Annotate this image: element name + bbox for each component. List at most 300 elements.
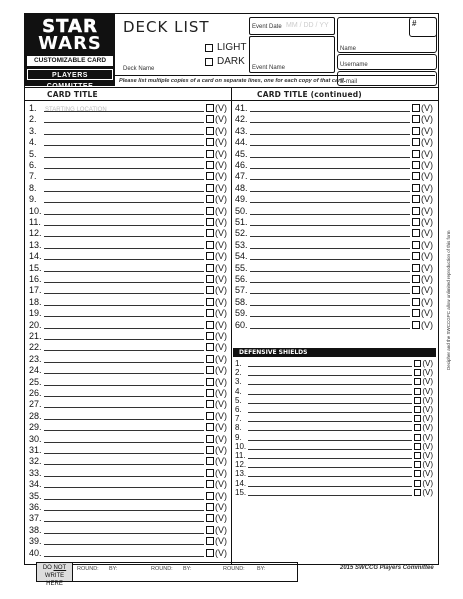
- light-checkbox[interactable]: [205, 44, 213, 52]
- virtual-checkbox[interactable]: [206, 286, 214, 294]
- virtual-checkbox[interactable]: [412, 286, 420, 294]
- virtual-checkbox[interactable]: [206, 332, 214, 340]
- virtual-label: (V): [215, 296, 227, 307]
- virtual-checkbox[interactable]: [206, 309, 214, 317]
- row-number: 33.: [29, 467, 42, 478]
- virtual-checkbox[interactable]: [412, 184, 420, 192]
- card-title-line[interactable]: [248, 414, 412, 422]
- virtual-checkbox[interactable]: [206, 241, 214, 249]
- card-title-line[interactable]: [44, 228, 204, 237]
- card-title-line[interactable]: [44, 137, 204, 146]
- virtual-checkbox[interactable]: [206, 537, 214, 545]
- row-number: 10.: [235, 441, 247, 451]
- card-title-line[interactable]: [44, 502, 204, 511]
- card-row[interactable]: [235, 433, 433, 442]
- card-row[interactable]: [29, 136, 227, 147]
- virtual-checkbox[interactable]: [206, 423, 214, 431]
- card-row[interactable]: [29, 205, 227, 216]
- virtual-label: (V): [421, 137, 433, 148]
- virtual-checkbox[interactable]: [206, 264, 214, 272]
- virtual-checkbox[interactable]: [412, 218, 420, 226]
- virtual-label: (V): [215, 171, 227, 182]
- card-title-line[interactable]: [44, 274, 204, 283]
- card-title-line[interactable]: [248, 368, 412, 376]
- card-title-line[interactable]: [250, 171, 410, 180]
- card-title-line[interactable]: [44, 160, 204, 169]
- card-title-line[interactable]: [250, 308, 410, 317]
- card-title-line[interactable]: [248, 451, 412, 459]
- card-row[interactable]: [29, 216, 227, 227]
- card-title-line[interactable]: [250, 251, 410, 260]
- card-row[interactable]: [235, 359, 433, 368]
- card-title-line[interactable]: [44, 194, 204, 203]
- card-row[interactable]: [235, 113, 433, 124]
- virtual-checkbox[interactable]: [206, 184, 214, 192]
- card-title-line[interactable]: [44, 536, 204, 545]
- row-number: 29.: [29, 422, 42, 433]
- round-label-1: ROUND:: [77, 566, 99, 572]
- card-row[interactable]: [29, 182, 227, 193]
- virtual-checkbox[interactable]: [412, 172, 420, 180]
- card-row[interactable]: [29, 364, 227, 375]
- virtual-checkbox[interactable]: [414, 397, 421, 404]
- card-title-line[interactable]: [44, 479, 204, 488]
- virtual-checkbox[interactable]: [414, 424, 421, 431]
- row-number: 5.: [235, 395, 242, 405]
- virtual-checkbox[interactable]: [206, 321, 214, 329]
- virtual-checkbox[interactable]: [412, 161, 420, 169]
- card-row[interactable]: [235, 414, 433, 423]
- virtual-label: (V): [421, 319, 433, 330]
- card-title-line[interactable]: [250, 228, 410, 237]
- virtual-checkbox[interactable]: [412, 321, 420, 329]
- card-row[interactable]: [235, 396, 433, 405]
- virtual-checkbox[interactable]: [412, 207, 420, 215]
- virtual-label: (V): [421, 239, 433, 250]
- card-title-line[interactable]: [44, 240, 204, 249]
- virtual-label: (V): [422, 359, 433, 368]
- virtual-label: (V): [215, 433, 227, 444]
- card-row[interactable]: [235, 193, 433, 204]
- row-number: 11.: [235, 451, 246, 460]
- virtual-checkbox[interactable]: [412, 229, 420, 237]
- card-title-line[interactable]: [44, 149, 204, 158]
- card-row[interactable]: [235, 284, 433, 295]
- do-label: DO: [42, 565, 52, 571]
- email-field[interactable]: [337, 71, 437, 86]
- card-row[interactable]: [29, 307, 227, 318]
- dark-checkbox[interactable]: [205, 58, 213, 66]
- virtual-checkbox[interactable]: [412, 264, 420, 272]
- virtual-label: (V): [421, 262, 433, 273]
- card-title-line[interactable]: [44, 285, 204, 294]
- event-date-field[interactable]: [249, 17, 335, 35]
- card-row[interactable]: [235, 102, 433, 113]
- card-row[interactable]: [29, 113, 227, 124]
- virtual-checkbox[interactable]: [412, 275, 420, 283]
- card-row[interactable]: [29, 239, 227, 250]
- virtual-checkbox[interactable]: [206, 526, 214, 534]
- card-title-line[interactable]: [44, 513, 204, 522]
- card-row[interactable]: [29, 170, 227, 181]
- virtual-checkbox[interactable]: [412, 309, 420, 317]
- card-row[interactable]: [29, 102, 227, 113]
- row-number: 7.: [235, 414, 242, 424]
- card-title-line[interactable]: [248, 387, 412, 395]
- card-title-line[interactable]: [250, 217, 410, 226]
- virtual-checkbox[interactable]: [412, 241, 420, 249]
- card-row[interactable]: [235, 273, 433, 284]
- virtual-label: (V): [422, 414, 433, 424]
- card-row[interactable]: [235, 488, 433, 497]
- virtual-checkbox[interactable]: [206, 115, 214, 123]
- card-row[interactable]: [29, 159, 227, 170]
- virtual-checkbox[interactable]: [206, 172, 214, 180]
- left-column-header: CARD TITLE: [47, 90, 98, 99]
- card-row[interactable]: [29, 490, 227, 501]
- virtual-checkbox[interactable]: [206, 503, 214, 511]
- card-row[interactable]: [29, 125, 227, 136]
- virtual-checkbox[interactable]: [206, 469, 214, 477]
- card-row[interactable]: [29, 433, 227, 444]
- card-title-line[interactable]: [250, 114, 410, 123]
- logo-tagline: CUSTOMIZABLE CARD GAME: [27, 56, 113, 66]
- card-title-line[interactable]: [248, 479, 412, 487]
- card-row[interactable]: [29, 524, 227, 535]
- virtual-checkbox[interactable]: [206, 161, 214, 169]
- card-title-line[interactable]: [248, 359, 412, 367]
- virtual-checkbox[interactable]: [206, 366, 214, 374]
- row-number: 23.: [29, 353, 42, 364]
- virtual-checkbox[interactable]: [206, 207, 214, 215]
- card-row[interactable]: [235, 307, 433, 318]
- row-number: 7.: [29, 171, 37, 182]
- card-title-line[interactable]: [250, 103, 410, 112]
- star-wars-logo: [25, 14, 115, 90]
- card-row[interactable]: [235, 442, 433, 451]
- card-row[interactable]: [29, 319, 227, 330]
- virtual-checkbox[interactable]: [414, 388, 421, 395]
- virtual-checkbox[interactable]: [206, 195, 214, 203]
- card-row[interactable]: [29, 353, 227, 364]
- card-title-line[interactable]: [250, 274, 410, 283]
- virtual-checkbox[interactable]: [414, 434, 421, 441]
- light-side-option[interactable]: [205, 42, 246, 53]
- number-field[interactable]: [409, 17, 437, 37]
- virtual-label: (V): [422, 423, 433, 433]
- virtual-checkbox[interactable]: [206, 492, 214, 500]
- virtual-checkbox[interactable]: [412, 138, 420, 146]
- card-row[interactable]: [29, 512, 227, 523]
- card-row[interactable]: [235, 148, 433, 159]
- virtual-checkbox[interactable]: [206, 480, 214, 488]
- card-row[interactable]: [235, 469, 433, 478]
- card-title-line[interactable]: [248, 423, 412, 431]
- card-row[interactable]: [29, 398, 227, 409]
- card-title-line[interactable]: [44, 331, 204, 340]
- virtual-checkbox[interactable]: [206, 457, 214, 465]
- card-row[interactable]: [29, 410, 227, 421]
- card-row[interactable]: [235, 216, 433, 227]
- card-row[interactable]: [29, 227, 227, 238]
- card-row[interactable]: [29, 444, 227, 455]
- row-number: 6.: [235, 405, 242, 414]
- virtual-label: (V): [215, 490, 227, 501]
- virtual-label: (V): [215, 479, 227, 490]
- virtual-checkbox[interactable]: [206, 446, 214, 454]
- virtual-label: (V): [215, 217, 227, 227]
- card-row[interactable]: [235, 377, 433, 386]
- card-title-line[interactable]: [44, 445, 204, 454]
- card-row[interactable]: [29, 421, 227, 432]
- card-row[interactable]: [235, 227, 433, 238]
- card-title-line[interactable]: [250, 137, 410, 146]
- virtual-label: (V): [421, 160, 433, 170]
- card-title-line[interactable]: [44, 183, 204, 192]
- card-row[interactable]: [235, 296, 433, 307]
- card-title-line[interactable]: [44, 206, 204, 215]
- card-title-line[interactable]: [44, 525, 204, 534]
- card-title-line[interactable]: [44, 422, 204, 431]
- card-title-line[interactable]: [44, 297, 204, 306]
- card-row[interactable]: [235, 387, 433, 396]
- card-row[interactable]: [29, 547, 227, 558]
- virtual-checkbox[interactable]: [206, 150, 214, 158]
- card-title-line[interactable]: [248, 488, 412, 496]
- row-number: 17.: [29, 285, 42, 296]
- row-number: 2.: [29, 114, 37, 125]
- card-title-line[interactable]: [44, 548, 204, 557]
- virtual-label: (V): [421, 148, 433, 159]
- virtual-label: (V): [421, 308, 433, 319]
- virtual-checkbox[interactable]: [206, 355, 214, 363]
- virtual-checkbox[interactable]: [412, 252, 420, 260]
- virtual-label: (V): [215, 194, 227, 205]
- card-title-line[interactable]: [44, 377, 204, 386]
- card-title-line[interactable]: [250, 149, 410, 158]
- card-title-line[interactable]: [44, 263, 204, 272]
- virtual-checkbox[interactable]: [206, 549, 214, 557]
- card-title-line[interactable]: [248, 460, 412, 468]
- card-row[interactable]: [29, 296, 227, 307]
- virtual-checkbox[interactable]: [412, 195, 420, 203]
- card-row[interactable]: [235, 460, 433, 469]
- card-title-line[interactable]: [250, 194, 410, 203]
- virtual-label: (V): [215, 228, 227, 239]
- virtual-checkbox[interactable]: [412, 104, 420, 112]
- card-title-line[interactable]: [44, 456, 204, 465]
- card-row[interactable]: [235, 262, 433, 273]
- card-title-line[interactable]: [250, 297, 410, 306]
- virtual-label: (V): [215, 137, 227, 148]
- card-row[interactable]: [29, 250, 227, 261]
- card-row[interactable]: [235, 451, 433, 460]
- row-number: 19.: [29, 308, 42, 319]
- virtual-checkbox[interactable]: [414, 360, 421, 367]
- card-row[interactable]: [29, 387, 227, 398]
- card-row[interactable]: [235, 405, 433, 414]
- virtual-checkbox[interactable]: [206, 104, 214, 112]
- row-number: 32.: [29, 456, 42, 467]
- card-row[interactable]: [29, 273, 227, 284]
- virtual-checkbox[interactable]: [206, 435, 214, 443]
- card-title-line[interactable]: [44, 468, 204, 477]
- card-title-line[interactable]: [248, 377, 412, 385]
- deck-name-label: Deck Name: [123, 66, 155, 72]
- virtual-checkbox[interactable]: [414, 452, 421, 459]
- card-title-line[interactable]: [248, 405, 412, 413]
- virtual-checkbox[interactable]: [414, 461, 421, 468]
- card-title-line[interactable]: [44, 114, 204, 123]
- card-title-line[interactable]: [44, 399, 204, 408]
- card-row[interactable]: [235, 423, 433, 432]
- card-title-line[interactable]: [44, 126, 204, 135]
- card-row[interactable]: [29, 478, 227, 489]
- card-title-line[interactable]: [44, 251, 204, 260]
- virtual-checkbox[interactable]: [206, 378, 214, 386]
- card-title-line[interactable]: [250, 183, 410, 192]
- virtual-checkbox[interactable]: [206, 400, 214, 408]
- card-title-line[interactable]: [44, 354, 204, 363]
- card-title-line[interactable]: [44, 365, 204, 374]
- card-row[interactable]: [29, 148, 227, 159]
- virtual-checkbox[interactable]: [206, 343, 214, 351]
- card-row[interactable]: [29, 284, 227, 295]
- card-row[interactable]: [235, 182, 433, 193]
- virtual-label: (V): [215, 445, 227, 455]
- virtual-checkbox[interactable]: [206, 218, 214, 226]
- card-title-line[interactable]: [44, 434, 204, 443]
- card-row[interactable]: [29, 467, 227, 478]
- card-row[interactable]: [29, 341, 227, 352]
- virtual-label: (V): [421, 217, 433, 227]
- virtual-checkbox[interactable]: [206, 514, 214, 522]
- card-title-line[interactable]: [44, 388, 204, 397]
- virtual-label: (V): [421, 171, 433, 182]
- card-title-line[interactable]: [250, 160, 410, 169]
- deck-list-form: [24, 13, 439, 565]
- row-number: 40.: [29, 547, 42, 558]
- card-row[interactable]: [235, 250, 433, 261]
- card-row[interactable]: [235, 159, 433, 170]
- card-row[interactable]: [29, 330, 227, 341]
- card-row[interactable]: [235, 479, 433, 488]
- page-title: DECK LIST: [123, 18, 210, 36]
- card-row[interactable]: [235, 368, 433, 377]
- row-number: 13.: [29, 239, 42, 250]
- card-row[interactable]: [29, 501, 227, 512]
- card-title-line[interactable]: [44, 171, 204, 180]
- row-number: 1.: [29, 103, 37, 113]
- virtual-checkbox[interactable]: [414, 378, 421, 385]
- virtual-checkbox[interactable]: [206, 127, 214, 135]
- card-row[interactable]: [29, 376, 227, 387]
- virtual-checkbox[interactable]: [414, 480, 421, 487]
- card-title-line[interactable]: [250, 206, 410, 215]
- row-number: 27.: [29, 399, 42, 410]
- virtual-checkbox[interactable]: [414, 489, 421, 496]
- virtual-checkbox[interactable]: [414, 406, 421, 413]
- virtual-checkbox[interactable]: [206, 252, 214, 260]
- card-row[interactable]: [235, 125, 433, 136]
- card-title-line[interactable]: [44, 308, 204, 317]
- card-row[interactable]: [29, 262, 227, 273]
- virtual-label: (V): [215, 114, 227, 125]
- column-divider: [231, 87, 232, 564]
- card-title-line[interactable]: [248, 396, 412, 404]
- card-row[interactable]: [235, 136, 433, 147]
- virtual-checkbox[interactable]: [412, 150, 420, 158]
- virtual-label: (V): [215, 399, 227, 410]
- card-row[interactable]: [235, 319, 433, 330]
- card-title-line[interactable]: [250, 285, 410, 294]
- virtual-label: (V): [215, 388, 227, 398]
- row-number: 31.: [29, 445, 42, 455]
- virtual-checkbox[interactable]: [414, 415, 421, 422]
- virtual-checkbox[interactable]: [206, 412, 214, 420]
- card-title-line[interactable]: [44, 103, 204, 112]
- virtual-checkbox[interactable]: [206, 229, 214, 237]
- virtual-label: (V): [215, 342, 227, 353]
- virtual-label: (V): [215, 285, 227, 296]
- row-number: 9.: [29, 194, 37, 205]
- card-title-line[interactable]: [44, 320, 204, 329]
- row-number: 28.: [29, 410, 42, 421]
- virtual-checkbox[interactable]: [412, 127, 420, 135]
- virtual-checkbox[interactable]: [206, 138, 214, 146]
- row-number: 6.: [29, 160, 37, 170]
- card-title-line[interactable]: [250, 263, 410, 272]
- card-title-line[interactable]: [250, 240, 410, 249]
- virtual-checkbox[interactable]: [414, 369, 421, 376]
- virtual-label: (V): [215, 182, 227, 193]
- card-row[interactable]: [235, 239, 433, 250]
- virtual-label: (V): [215, 513, 227, 524]
- card-row[interactable]: [29, 193, 227, 204]
- card-row[interactable]: [235, 170, 433, 181]
- row-number: 55.: [235, 262, 248, 273]
- virtual-checkbox[interactable]: [206, 298, 214, 306]
- by-label-3: BY:: [257, 566, 266, 572]
- virtual-label: (V): [422, 441, 433, 451]
- card-title-line[interactable]: [248, 442, 412, 450]
- event-name-field[interactable]: [249, 36, 335, 73]
- card-title-line[interactable]: [248, 469, 412, 477]
- virtual-checkbox[interactable]: [412, 298, 420, 306]
- virtual-checkbox[interactable]: [414, 443, 421, 450]
- virtual-checkbox[interactable]: [412, 115, 420, 123]
- virtual-checkbox[interactable]: [414, 470, 421, 477]
- card-title-line[interactable]: [250, 126, 410, 135]
- card-title-line[interactable]: [44, 411, 204, 420]
- username-field[interactable]: [337, 54, 437, 70]
- card-title-line[interactable]: [248, 433, 412, 441]
- card-title-line[interactable]: [44, 342, 204, 351]
- virtual-checkbox[interactable]: [206, 389, 214, 397]
- virtual-label: (V): [421, 125, 433, 136]
- card-title-line[interactable]: [250, 320, 410, 329]
- card-row[interactable]: [29, 455, 227, 466]
- virtual-label: (V): [215, 502, 227, 512]
- row-number: 36.: [29, 502, 42, 512]
- card-row[interactable]: [235, 205, 433, 216]
- card-title-line[interactable]: [44, 491, 204, 500]
- virtual-checkbox[interactable]: [206, 275, 214, 283]
- card-row[interactable]: [29, 535, 227, 546]
- write-here-label: WRITE HERE: [44, 573, 65, 587]
- dark-side-option[interactable]: [205, 56, 245, 67]
- card-title-line[interactable]: [44, 217, 204, 226]
